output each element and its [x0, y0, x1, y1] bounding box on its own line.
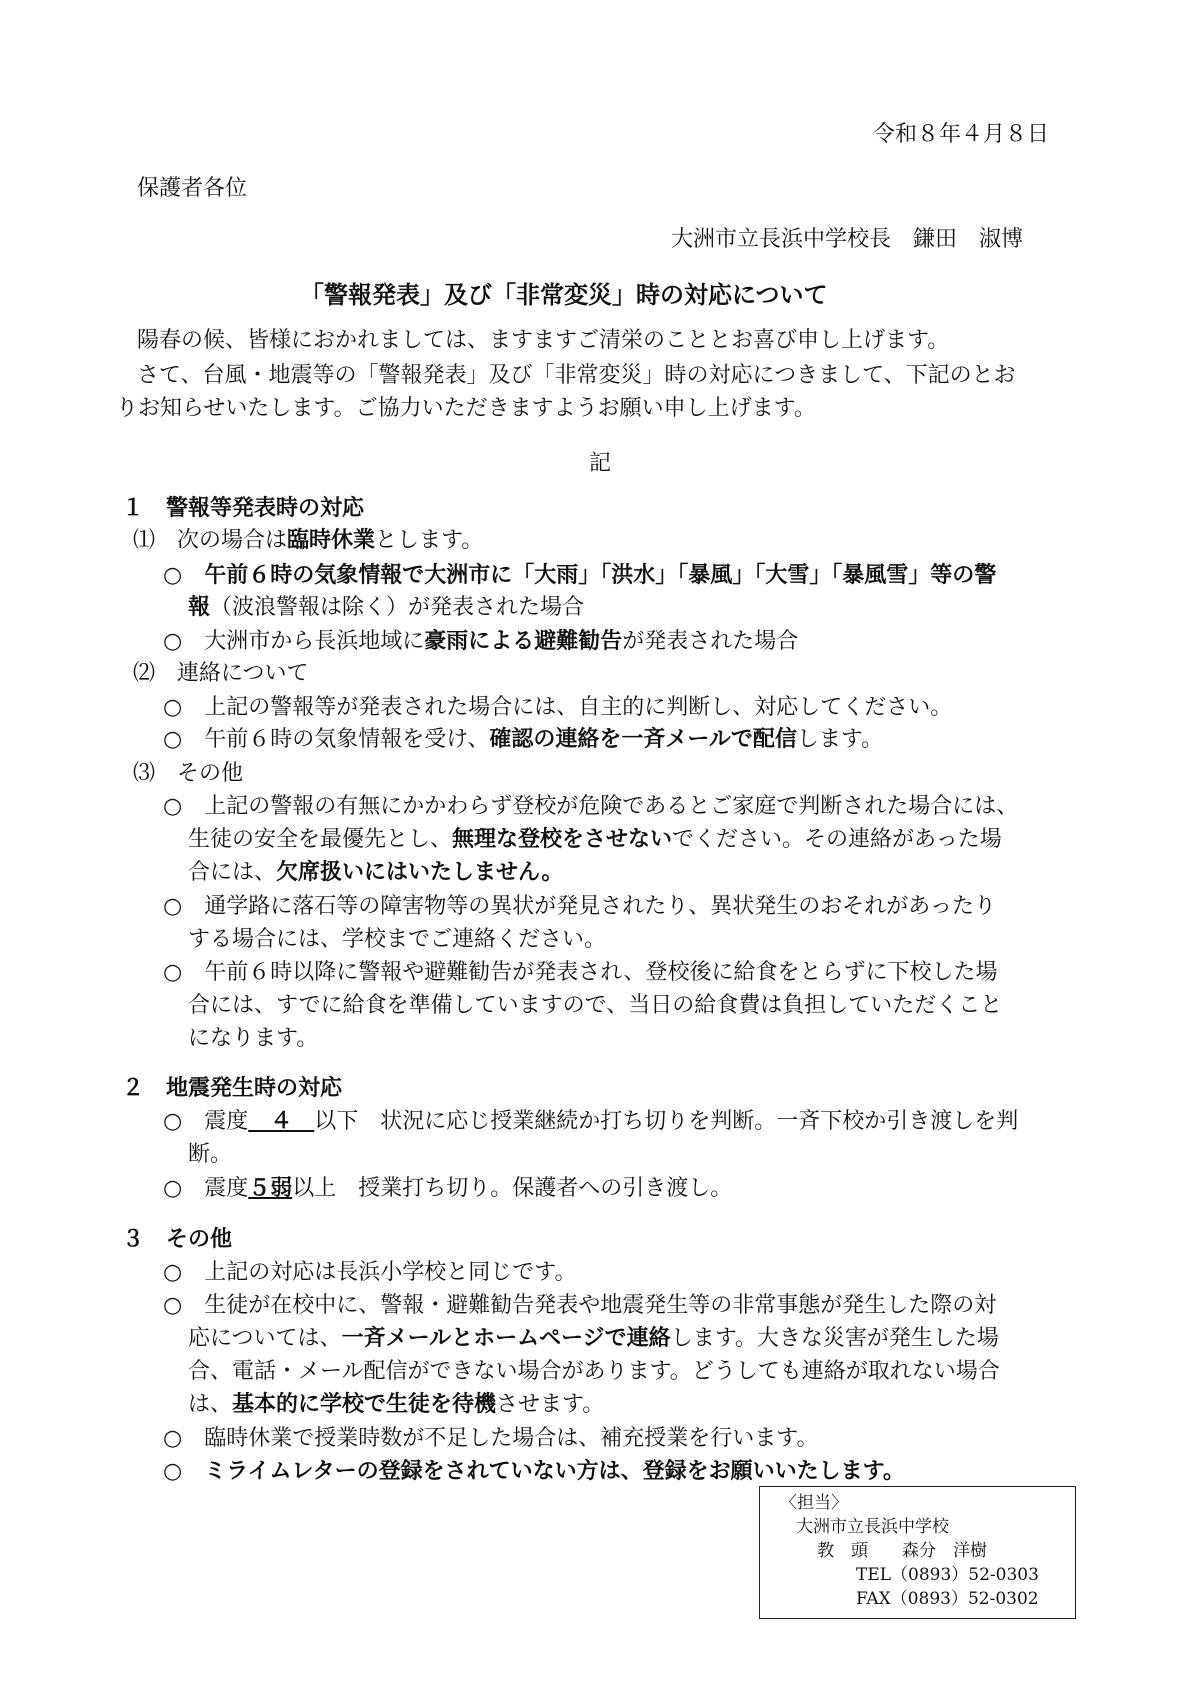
intro-line: りお知らせいたします。ご協力いただきますようお願い申し上げます。	[116, 396, 816, 421]
subsection-1-2: ⑵ 連絡について	[133, 661, 309, 686]
list-item-cont: 生徒の安全を最優先とし、無理な登校をさせないでください。その連絡があった場	[188, 827, 1002, 852]
contact-fax: FAX（0893）52-0302	[856, 1589, 1039, 1609]
document-title: 「警報発表」及び「非常変災」時の対応について	[300, 281, 828, 309]
section-heading-1: １ 警報等発表時の対応	[122, 496, 365, 521]
list-item-cont: 合、電話・メール配信ができない場合があります。どうしても連絡が取れない場合	[188, 1359, 1000, 1384]
list-item: ○ 通学路に落石等の障害物等の異状が発見されたり、異状発生のおそれがあったり	[163, 894, 996, 919]
intro-line: さて、台風・地震等の「警報発表」及び「非常変災」時の対応につきまして、下記のとお	[137, 363, 1016, 388]
contact-box	[759, 1486, 1076, 1619]
section-heading-3: ３ その他	[122, 1227, 233, 1252]
list-item: ○ 震度５弱以上 授業打ち切り。保護者への引き渡し。	[163, 1176, 733, 1201]
list-item: ○ 午前６時の気象情報を受け、確認の連絡を一斉メールで配信します。	[163, 727, 884, 752]
list-item-cont: する場合には、学校までご連絡ください。	[188, 927, 607, 952]
contact-tel: TEL（0893）52-0303	[856, 1565, 1039, 1585]
list-item: ○ 上記の警報の有無にかかわらず登校が危険であるとご家庭で判断された場合には、	[163, 794, 1019, 819]
list-item-cont: 報（波浪警報は除く）が発表された場合	[188, 595, 585, 620]
list-item: ○ 上記の対応は長浜小学校と同じです。	[163, 1260, 577, 1285]
contact-school: 大洲市立長浜中学校	[796, 1517, 949, 1537]
list-item-cont: は、基本的に学校で生徒を待機させます。	[188, 1392, 605, 1417]
list-item-cont: 断。	[188, 1142, 233, 1167]
list-item: ○ 上記の警報等が発表された場合には、自主的に判断し、対応してください。	[163, 695, 953, 720]
addressee: 保護者各位	[137, 176, 248, 201]
list-item: ○ 大洲市から長浜地域に豪雨による避難勧告が発表された場合	[163, 629, 799, 654]
list-item: ○ ミライムレターの登録をされていない方は、登録をお願いいたします。	[163, 1459, 905, 1484]
list-item: ○ 午前６時以降に警報や避難勧告が発表され、登校後に給食をとらずに下校した場	[163, 960, 998, 985]
document-date: 令和８年４月８日	[873, 122, 1050, 147]
intro-line: 陽春の候、皆様におかれましては、ますますご清栄のこととお喜び申し上げます。	[137, 328, 950, 353]
list-item: ○ 生徒が在校中に、警報・避難勧告発表や地震発生等の非常事態が発生した際の対	[163, 1293, 997, 1318]
subsection-1-3: ⑶ その他	[133, 761, 244, 786]
list-item-cont: になります。	[188, 1026, 319, 1051]
contact-person: 教 頭 森分 洋樹	[817, 1541, 987, 1561]
list-item-cont: 合には、欠席扱いにはいたしません。	[188, 860, 564, 885]
list-item: ○ 臨時休業で授業時数が不足した場合は、補充授業を行います。	[163, 1426, 819, 1451]
subsection-1-1: ⑴ 次の場合は臨時休業とします。	[133, 528, 484, 553]
sender: 大洲市立長浜中学校長 鎌田 淑博	[671, 227, 1024, 252]
list-item-cont: 合には、すでに給食を準備していますので、当日の給食費は負担していただくこと	[188, 993, 1003, 1018]
list-item: ○ 午前６時の気象情報で大洲市に「大雨」「洪水」「暴風」「大雪」「暴風雪」等の警	[163, 563, 997, 588]
section-heading-2: ２ 地震発生時の対応	[122, 1076, 343, 1101]
contact-label: 〈担当〉	[780, 1493, 848, 1513]
list-item-cont: 応については、一斉メールとホームページで連絡します。大きな災害が発生した場	[188, 1326, 999, 1351]
list-item: ○ 震度 ４ 以下 状況に応じ授業継続か打ち切りを判断。一斉下校か引き渡しを判	[163, 1109, 1019, 1134]
ki-marker: 記	[589, 451, 612, 476]
